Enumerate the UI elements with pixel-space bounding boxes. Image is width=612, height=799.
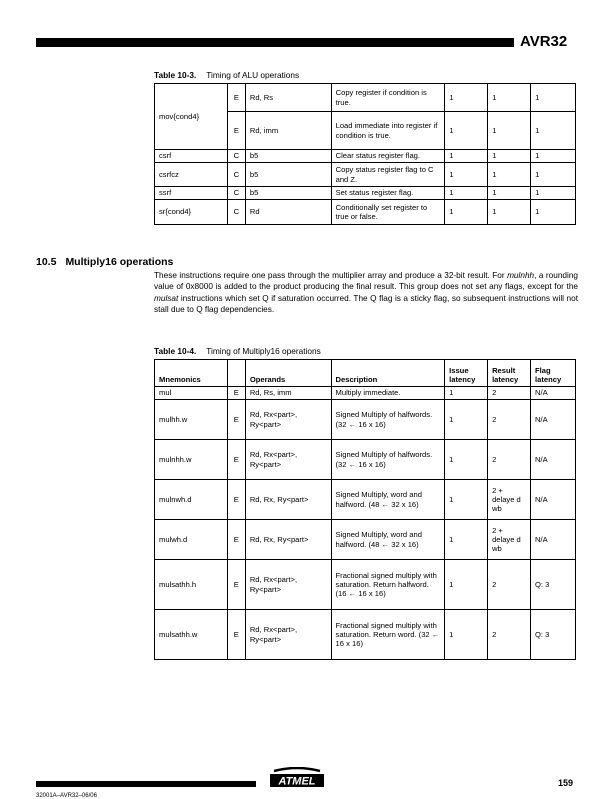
table-cell: E [227, 400, 245, 440]
table-cell: E [227, 520, 245, 560]
table-cell: Fractional signed multiply with saturation. Return halfword. (16 ← 16 x 16) [331, 560, 445, 610]
table-cell: csrfcz [155, 163, 228, 187]
para-emphasis: mulsat [154, 293, 179, 303]
table-cell: C [227, 200, 245, 225]
table-cell: E [227, 480, 245, 520]
table-cell: E [227, 84, 245, 112]
header-title: AVR32 [520, 33, 568, 50]
table-cell: 2 + delaye d wb [488, 520, 531, 560]
table-cell: 1 [445, 520, 488, 560]
table-cell: E [227, 610, 245, 660]
table-cell: 1 [445, 610, 488, 660]
table-cell: N/A [531, 400, 576, 440]
table-cell: E [227, 560, 245, 610]
table-cell: Set status register flag. [331, 187, 445, 200]
table-cell: E [227, 440, 245, 480]
table-cell: N/A [531, 480, 576, 520]
table-cell: 1 [445, 440, 488, 480]
page-number: 159 [558, 778, 574, 788]
table-cell: Copy register if condition is true. [331, 84, 445, 112]
table-cell: mulnhh.w [155, 440, 228, 480]
table-cell: N/A [531, 520, 576, 560]
table-cell: csrf [155, 150, 228, 163]
section-number: 10.5 [36, 256, 57, 268]
atmel-logo-mark [268, 767, 326, 791]
column-header: Description [331, 360, 445, 387]
table-cell: 2 [488, 387, 531, 400]
atmel-logo-text: ATMEL [278, 775, 316, 788]
table-cell: 2 [488, 440, 531, 480]
para-text: instructions which set Q if saturation occurred. The Q flag is a sticky flag, so subsequent instructions will not stall due to Q flag dependencies. [154, 293, 578, 315]
table-cell: ssrf [155, 187, 228, 200]
table-cell: E [227, 387, 245, 400]
table3-label: Table 10-3. [154, 70, 197, 80]
table-cell: Rd, Rs [245, 84, 331, 112]
table-cell: C [227, 150, 245, 163]
table-cell: Rd, Rx, Ry<part> [245, 520, 331, 560]
para-emphasis: mulnhh [507, 271, 535, 280]
table-cell: mulsathh.h [155, 560, 228, 610]
table-cell: 1 [531, 187, 576, 200]
table-cell: 1 [445, 84, 488, 112]
table-cell: b5 [245, 150, 331, 163]
table-cell: Signed Multiply, word and halfword. (48 ← 32 x 16) [331, 480, 445, 520]
table-cell: Q: 3 [531, 610, 576, 660]
table-cell: mov{cond4} [155, 84, 228, 150]
table-cell: mul [155, 387, 228, 400]
column-header: Result latency [488, 360, 531, 387]
para-text: These instructions require one pass through the multiplier array and produce a 32-bit result. For [154, 271, 508, 280]
column-header: Flag latency [531, 360, 576, 387]
table-cell: 1 [488, 150, 531, 163]
table-cell: Multiply immediate. [331, 387, 445, 400]
table-cell: sr{cond4} [155, 200, 228, 225]
table-cell: 1 [445, 187, 488, 200]
table-cell: Clear status register flag. [331, 150, 445, 163]
table-cell: Rd, Rs, imm [245, 387, 331, 400]
table-cell: 1 [531, 112, 576, 150]
table-cell: N/A [531, 387, 576, 400]
table-cell: 2 [488, 610, 531, 660]
table-cell: 1 [488, 112, 531, 150]
table-cell: N/A [531, 440, 576, 480]
section-title: Multiply16 operations [65, 256, 174, 268]
column-header: Issue latency [445, 360, 488, 387]
table3-caption-text: Timing of ALU operations [206, 70, 300, 80]
table-cell: 1 [445, 560, 488, 610]
footer-rule-final [36, 781, 256, 787]
column-header: Mnemonics [155, 360, 228, 387]
para-text: , a rounding value of 0x8000 is added to the product producing the final result. This group does not set any flags, except for the [154, 271, 578, 292]
table-cell: Rd [245, 200, 331, 225]
table-cell: b5 [245, 187, 331, 200]
table-cell: Signed Multiply of halfwords. (32 ← 16 x 16) [331, 400, 445, 440]
table-cell: Rd, Rx<part>, Ry<part> [245, 560, 331, 610]
table-cell: E [227, 112, 245, 150]
table-cell: mulwh.d [155, 520, 228, 560]
table-cell: Copy status register flag to C and Z. [331, 163, 445, 187]
table-cell: 2 [488, 560, 531, 610]
table-cell: 1 [445, 200, 488, 225]
table-cell: 1 [488, 163, 531, 187]
table-cell: 1 [445, 163, 488, 187]
table-cell: 1 [488, 200, 531, 225]
table-cell: Fractional signed multiply with saturation. Return word. (32 ← 16 x 16) [331, 610, 445, 660]
table-cell: 1 [445, 387, 488, 400]
document-id: 32001A–AVR32–06/06 [36, 793, 97, 799]
table-cell: Rd, Rx, Ry<part> [245, 480, 331, 520]
table-cell: Signed Multiply, word and halfword. (48 ← 32 x 16) [331, 520, 445, 560]
table-cell: 2 + delaye d wb [488, 480, 531, 520]
table-cell: 1 [445, 150, 488, 163]
table4-label: Table 10-4. [154, 346, 197, 356]
table-cell: Conditionally set register to true or false. [331, 200, 445, 225]
table-cell: Rd, imm [245, 112, 331, 150]
table-cell: Q: 3 [531, 560, 576, 610]
table-cell: b5 [245, 163, 331, 187]
table-cell: 1 [531, 200, 576, 225]
table4-caption-text: Timing of Multiply16 operations [206, 346, 321, 356]
table-cell: Load immediate into register if condition is true. [331, 112, 445, 150]
atmel-logo-icon [268, 767, 326, 791]
table-cell: 1 [531, 84, 576, 112]
table-cell: 1 [531, 163, 576, 187]
table-cell: Rd, Rx<part>, Ry<part> [245, 610, 331, 660]
table-cell: 1 [531, 150, 576, 163]
table-cell: 1 [445, 400, 488, 440]
table-cell: 1 [488, 187, 531, 200]
table-cell: Rd, Rx<part>, Ry<part> [245, 400, 331, 440]
table-cell: C [227, 187, 245, 200]
table-cell: Signed Multiply of halfwords. (32 ← 16 x 16) [331, 440, 445, 480]
table-cell: mulnwh.d [155, 480, 228, 520]
table-cell: 2 [488, 400, 531, 440]
table-cell: mulhh.w [155, 400, 228, 440]
table-cell: C [227, 163, 245, 187]
table-cell: 1 [445, 480, 488, 520]
column-header: Operands [245, 360, 331, 387]
table-cell: 1 [488, 84, 531, 112]
table-cell: Rd, Rx<part>, Ry<part> [245, 440, 331, 480]
table-cell: 1 [445, 112, 488, 150]
table-cell: mulsathh.w [155, 610, 228, 660]
